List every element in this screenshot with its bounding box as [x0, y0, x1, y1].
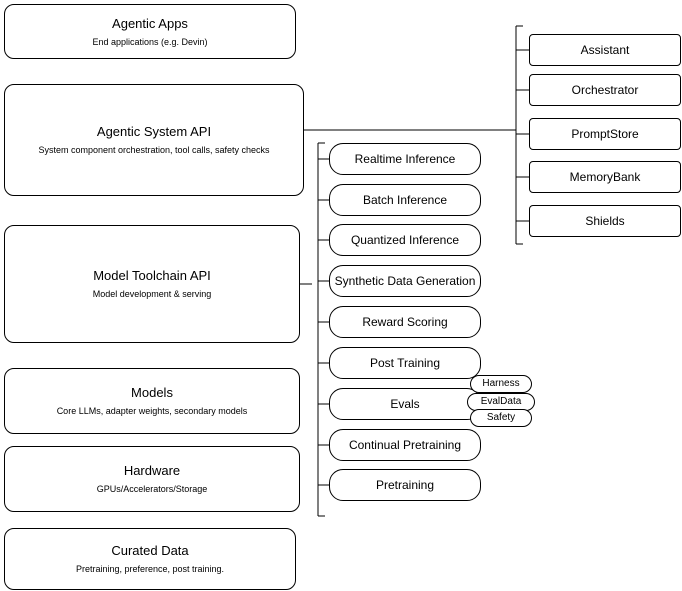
toolchain-item-reward-scoring[interactable] [329, 306, 481, 338]
evals-pill-label: Harness [482, 378, 520, 389]
toolchain-item-evals[interactable] [329, 388, 481, 420]
stack-node-title: Hardware [123, 463, 181, 478]
toolchain-item-continual-pretraining[interactable] [329, 429, 481, 461]
stack-node-hardware[interactable] [4, 446, 300, 512]
agentic-component-label: Orchestrator [571, 83, 639, 97]
stack-node-title: Curated Data [111, 543, 189, 558]
stack-node-title: Models [131, 385, 173, 400]
stack-node-title: Agentic Apps [112, 15, 188, 31]
toolchain-item-label: Quantized Inference [350, 233, 460, 247]
toolchain-item-pretraining[interactable] [329, 469, 481, 501]
stack-node-model-toolchain-api[interactable] [4, 225, 300, 343]
toolchain-item-label: Pretraining [375, 478, 435, 492]
evals-pill-label: EvalData [480, 396, 522, 407]
agentic-component-orchestrator[interactable] [529, 74, 681, 106]
stack-node-agentic-system-api[interactable] [4, 84, 304, 196]
stack-node-subtitle: System component orchestration, tool calls, safety checks [38, 145, 270, 155]
stack-node-subtitle: GPUs/Accelerators/Storage [96, 484, 208, 494]
stack-node-subtitle: End applications (e.g. Devin) [92, 36, 208, 47]
stack-node-title: Agentic System API [96, 124, 212, 139]
toolchain-item-label: Post Training [369, 356, 441, 370]
toolchain-item-label: Realtime Inference [354, 152, 456, 166]
agentic-component-shields[interactable] [529, 205, 681, 237]
agentic-component-promptstore[interactable] [529, 118, 681, 150]
stack-node-subtitle: Core LLMs, adapter weights, secondary models [56, 406, 248, 416]
toolchain-item-label: Synthetic Data Generation [334, 274, 476, 288]
stack-node-subtitle: Pretraining, preference, post training. [75, 564, 225, 574]
toolchain-item-label: Batch Inference [362, 193, 448, 207]
stack-node-models[interactable] [4, 368, 300, 434]
agentic-component-assistant[interactable] [529, 34, 681, 66]
agentic-component-label: PromptStore [571, 127, 639, 141]
stack-node-agentic-apps[interactable] [4, 4, 296, 59]
toolchain-item-realtime-inference[interactable] [329, 143, 481, 175]
agentic-component-label: MemoryBank [569, 170, 641, 184]
evals-pill-harness[interactable] [470, 375, 532, 393]
evals-pill-label: Safety [486, 412, 516, 423]
evals-pill-safety[interactable] [470, 409, 532, 427]
stack-node-title: Model Toolchain API [93, 268, 211, 283]
toolchain-item-batch-inference[interactable] [329, 184, 481, 216]
stack-node-subtitle: Model development & serving [92, 289, 212, 299]
toolchain-item-quantized-inference[interactable] [329, 224, 481, 256]
toolchain-item-label: Evals [390, 397, 420, 411]
toolchain-item-post-training[interactable] [329, 347, 481, 379]
toolchain-item-label: Reward Scoring [362, 315, 448, 329]
agentic-component-memorybank[interactable] [529, 161, 681, 193]
toolchain-item-label: Continual Pretraining [348, 438, 462, 452]
toolchain-item-synthetic-data-generation[interactable] [329, 265, 481, 297]
agentic-component-label: Assistant [580, 43, 630, 57]
stack-node-curated-data[interactable] [4, 528, 296, 590]
agentic-component-label: Shields [585, 214, 625, 228]
